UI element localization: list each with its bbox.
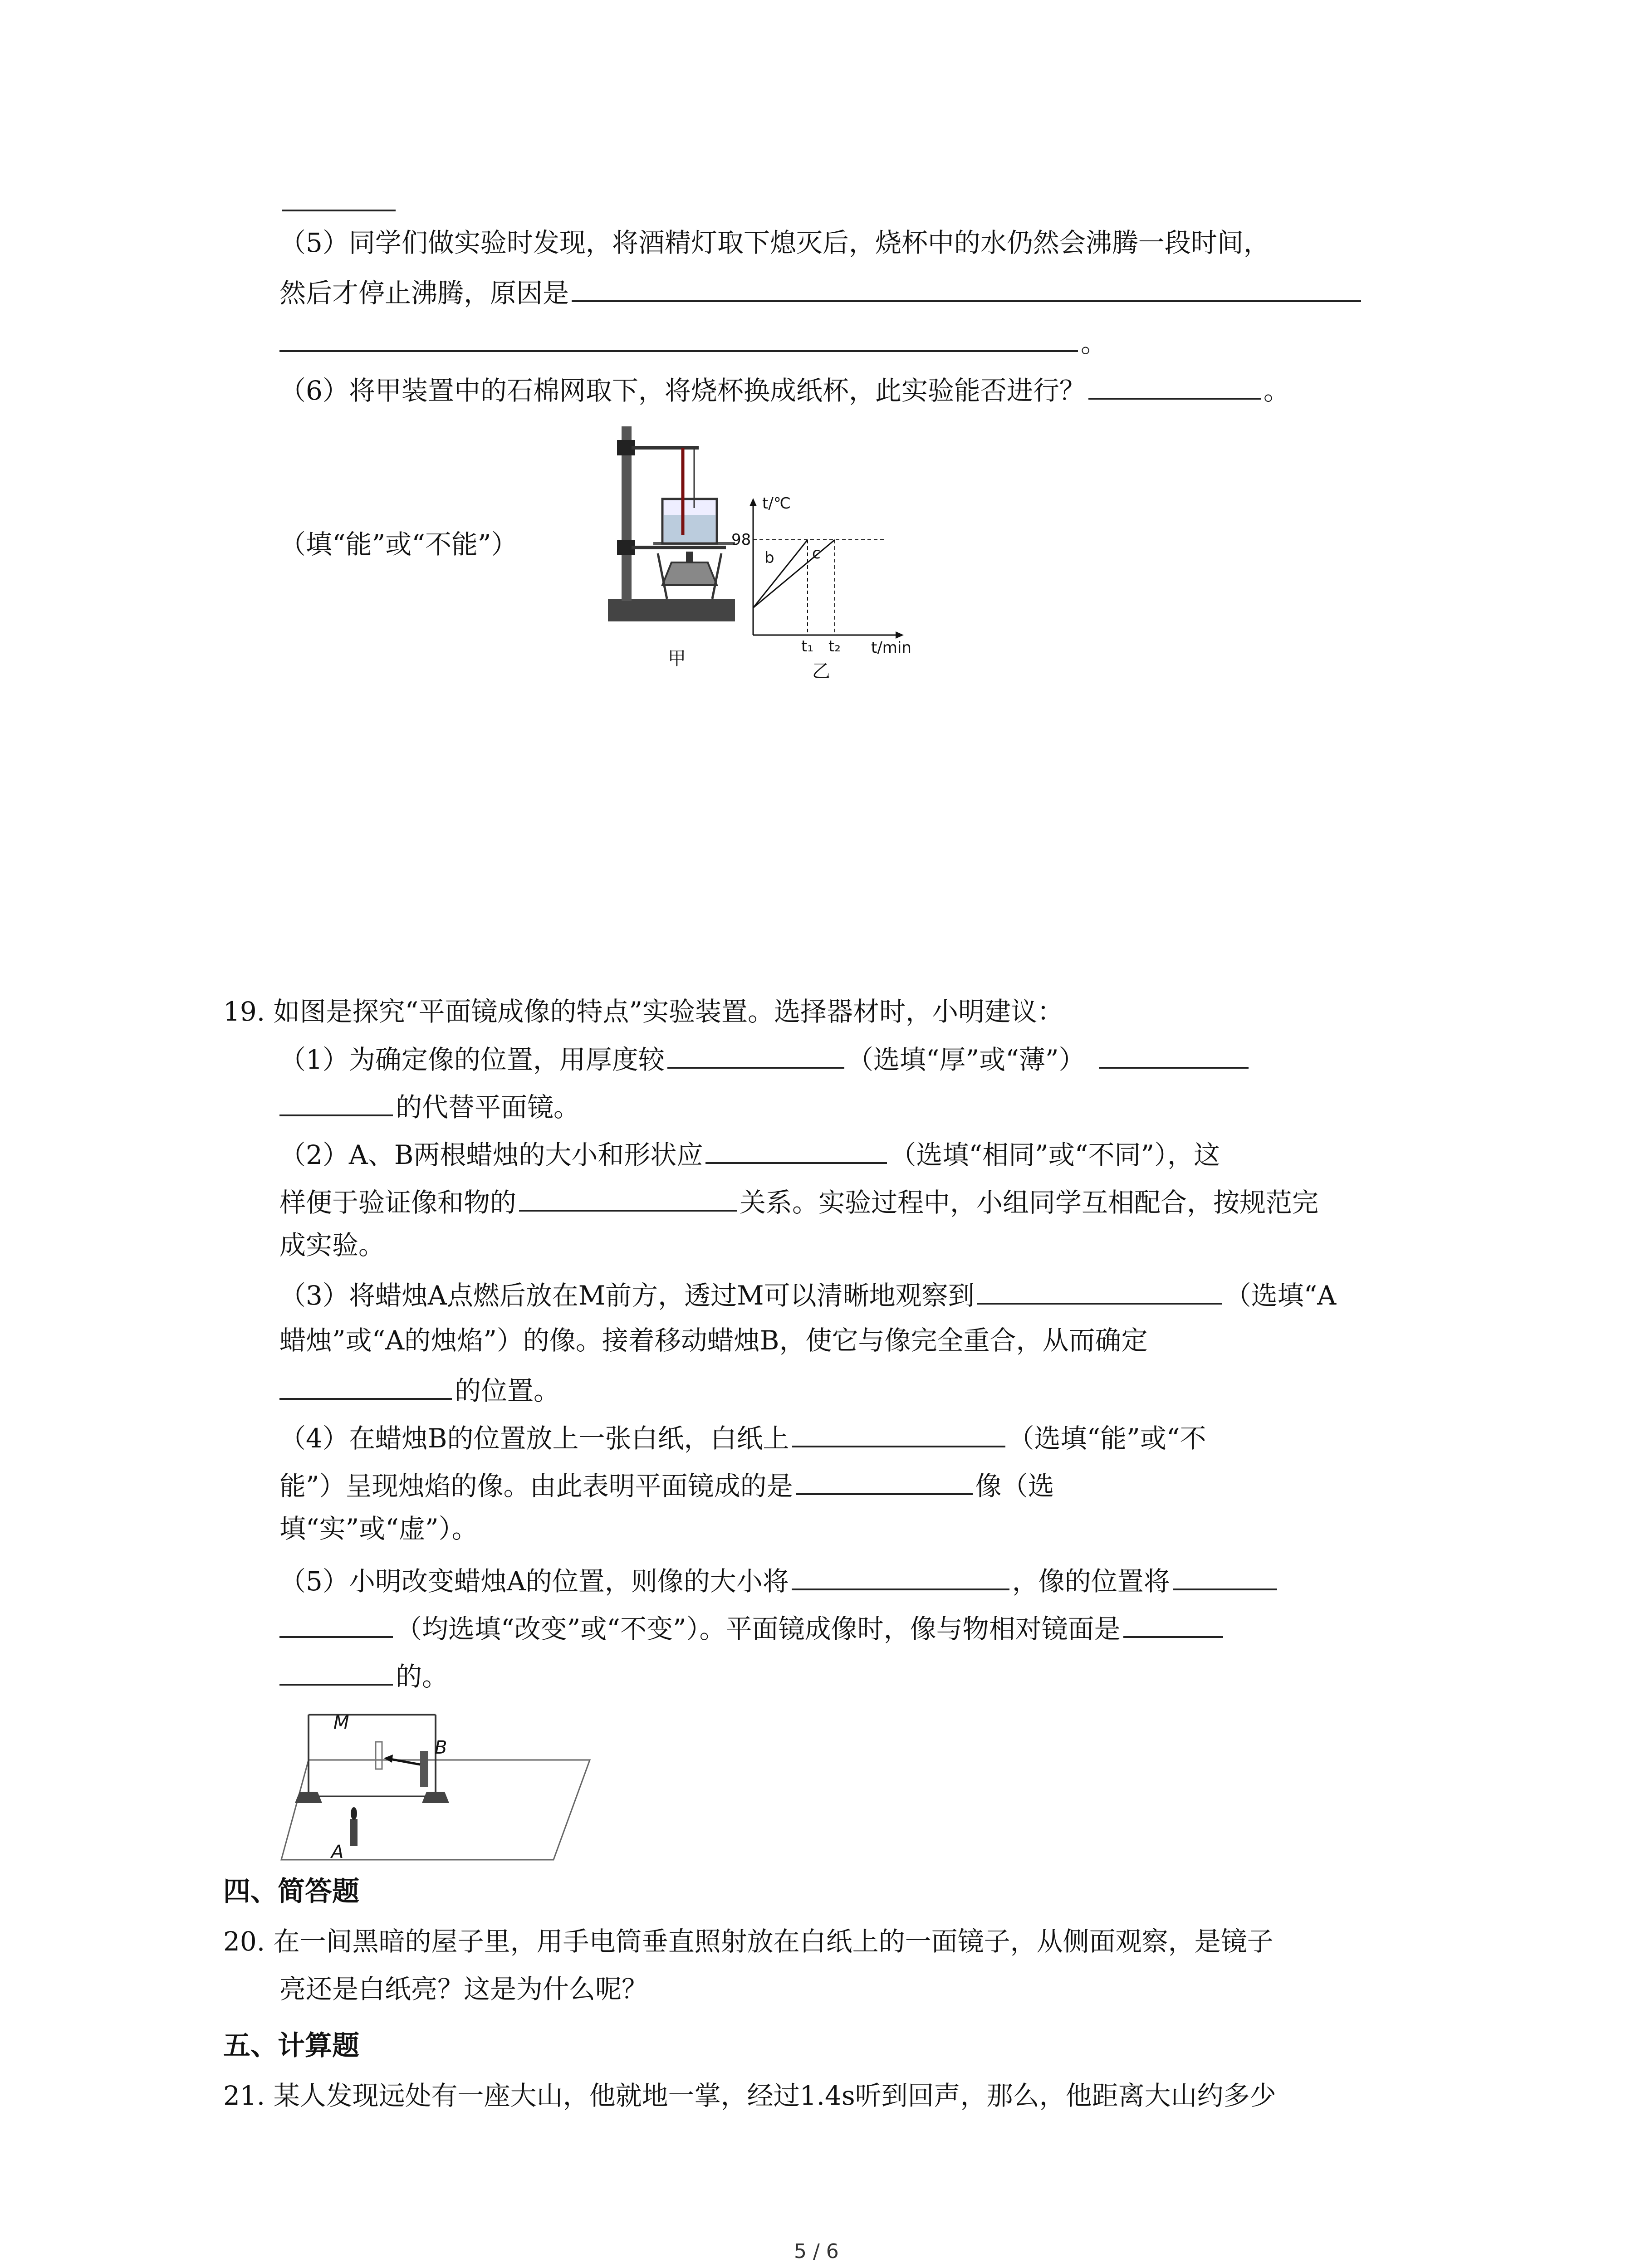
q19-p5-text3: （均选填“改变”或“不变”）。平面镜成像时，像与物相对镜面是 — [396, 1613, 1121, 1644]
answer-blank[interactable] — [279, 1656, 393, 1686]
q19-p5-line3 — [279, 1656, 448, 1695]
answer-blank[interactable] — [519, 1182, 737, 1212]
page-number: 5 / 6 — [794, 2240, 839, 2263]
q19-p3-line1 — [279, 1275, 1336, 1314]
graph-line-label-c: c — [812, 544, 821, 562]
answer-blank[interactable] — [977, 1275, 1222, 1305]
graph-y-tick-98: 98 — [731, 531, 751, 549]
q19-p2-line1 — [279, 1134, 1220, 1173]
q19-p1-end: 的代替平面镜。 — [396, 1092, 580, 1123]
figure-caption-yi: 乙 — [812, 661, 830, 682]
q19-p3-end: 的位置。 — [455, 1375, 560, 1406]
q19-p4-text: （4）在蜡烛B的位置放上一张白纸，白纸上 — [279, 1423, 789, 1454]
q20-line2: 亮还是白纸亮？这是为什么呢？ — [279, 1974, 648, 2004]
q19-p3-hint: （选填“A — [1225, 1280, 1337, 1311]
apparatus-figure-jia — [603, 417, 740, 626]
answer-blank[interactable] — [279, 1086, 393, 1116]
q19-p1-text: （1）为确定像的位置，用厚度较 — [279, 1044, 665, 1075]
q19-p4-line3: 填“实”或“虚”）。 — [279, 1513, 478, 1544]
q19-p2-text: （2）A、B两根蜡烛的大小和形状应 — [279, 1139, 703, 1170]
q19-p5-line2 — [279, 1608, 1226, 1647]
figure-caption-jia: 甲 — [668, 648, 686, 669]
graph-line-label-b: b — [764, 549, 774, 567]
answer-blank[interactable] — [1099, 1039, 1249, 1069]
temperature-graph-yi — [726, 490, 916, 653]
mirror-experiment-figure — [272, 1706, 599, 1869]
answer-blank[interactable] — [279, 322, 1078, 352]
q18-p5-line3 — [279, 322, 1107, 361]
graph-x-tick-t2: t₂ — [828, 637, 841, 655]
q19-p1-line2 — [279, 1086, 580, 1125]
section-title-calculation: 五、计算题 — [223, 2030, 359, 2062]
q19-p5-end: 的。 — [396, 1661, 449, 1692]
q19-p4-line1 — [279, 1418, 1206, 1457]
answer-blank[interactable] — [572, 272, 1361, 302]
answer-blank[interactable] — [796, 1465, 973, 1495]
q18-p5-line2 — [279, 272, 1364, 311]
answer-blank[interactable] — [282, 181, 396, 211]
q19-p4-hint: （选填“能”或“不 — [1008, 1423, 1206, 1454]
answer-blank[interactable] — [279, 1608, 393, 1638]
answer-blank[interactable] — [705, 1134, 887, 1164]
q19-p5-line1 — [279, 1560, 1280, 1599]
q20-line1: 20. 在一间黑暗的屋子里，用手电筒垂直照射放在白纸上的一面镜子，从侧面观察，是镜子 — [223, 1926, 1274, 1957]
q19-p2-text2: 样便于验证像和物的 — [279, 1187, 517, 1218]
q18-p6-hint: （填“能”或“不能”） — [279, 529, 518, 560]
q19-p3-text: （3）将蜡烛A点燃后放在M前方，透过M可以清晰地观察到 — [279, 1280, 975, 1311]
answer-blank[interactable] — [1088, 370, 1261, 400]
q18-p5-line1: （5）同学们做实验时发现，将酒精灯取下熄灭后，烧杯中的水仍然会沸腾一段时间， — [279, 227, 1270, 258]
q19-p5-text: （5）小明改变蜡烛A的位置，则像的大小将 — [279, 1566, 789, 1597]
answer-blank[interactable] — [792, 1418, 1005, 1447]
mirror-figure-label-a: A — [331, 1842, 344, 1862]
q19-p4-text3: 像（选 — [975, 1471, 1054, 1501]
q18-p6-line — [279, 370, 1290, 409]
q19-p1-line1 — [279, 1039, 1251, 1078]
q18-p5-end: 。 — [1081, 327, 1107, 358]
mirror-figure-label-b: B — [435, 1737, 447, 1758]
q18-p5-text: 然后才停止沸腾，原因是 — [279, 278, 569, 308]
answer-blank[interactable] — [1123, 1608, 1223, 1638]
q19-p2-line3: 成实验。 — [279, 1230, 385, 1261]
answer-blank[interactable] — [792, 1560, 1009, 1590]
answer-blank[interactable] — [667, 1039, 844, 1069]
graph-y-unit: t/℃ — [762, 494, 791, 513]
q18-p6-text: （6）将甲装置中的石棉网取下，将烧杯换成纸杯，此实验能否进行？ — [279, 375, 1086, 406]
answer-blank[interactable] — [1173, 1560, 1277, 1590]
q18-p6-end: 。 — [1263, 375, 1290, 406]
q19-p2-hint: （选填“相同”或“不同”），这 — [890, 1139, 1220, 1170]
mirror-figure-label-m: M — [333, 1712, 349, 1733]
q19-p2-line2 — [279, 1182, 1318, 1221]
q19-p4-line2 — [279, 1465, 1054, 1504]
q19-p4-text2: 能”）呈现烛焰的像。由此表明平面镜成的是 — [279, 1471, 793, 1501]
q19-p3-line3 — [279, 1370, 560, 1409]
graph-x-unit: t/min — [871, 639, 911, 657]
answer-blank[interactable] — [279, 1370, 452, 1400]
q19-p1-hint: （选填“厚”或“薄”） — [847, 1044, 1085, 1075]
q19-p2-text3: 关系。实验过程中，小组同学互相配合，按规范完 — [740, 1187, 1319, 1218]
q19-intro: 19. 如图是探究“平面镜成像的特点”实验装置。选择器材时，小明建议： — [223, 996, 1063, 1027]
top-blank-line — [279, 181, 398, 220]
q21-line1: 21. 某人发现远处有一座大山，他就地一掌，经过1.4s听到回声，那么，他距离大山约多少 — [223, 2080, 1276, 2111]
q19-p5-text2: ，像的位置将 — [1012, 1566, 1170, 1597]
section-title-short-answer: 四、简答题 — [223, 1876, 359, 1907]
q19-p3-line2: 蜡烛”或“A的烛焰”）的像。接着移动蜡烛B，使它与像完全重合，从而确定 — [279, 1325, 1148, 1356]
graph-x-tick-t1: t₁ — [801, 637, 813, 655]
